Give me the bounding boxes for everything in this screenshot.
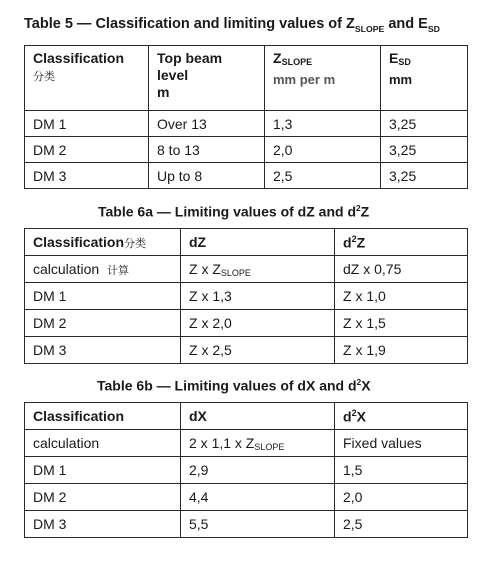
table-cell: Z x 1,3	[181, 283, 335, 310]
table6a-caption-sup: 2	[356, 203, 361, 213]
table6b-header-row	[25, 403, 468, 430]
table6b-header-classification: Classification	[25, 403, 181, 430]
table-cell: 8 to 13	[149, 137, 265, 163]
table-cell: Z x 1,0	[335, 283, 468, 310]
table-cell: DM 2	[25, 137, 149, 163]
table6a-caption-tail: Z	[360, 203, 370, 220]
table-cell: 2,0	[265, 137, 381, 163]
table-cell: 2,9	[181, 457, 335, 484]
table5-header-esd	[381, 46, 468, 111]
calc-label-cn: 计算	[107, 263, 130, 277]
table-cell: DM 1	[25, 283, 181, 310]
calc-formula: Z x Z	[189, 260, 221, 277]
table-cell: Over 13	[149, 111, 265, 137]
header-line2: level	[157, 67, 189, 83]
table-cell: 5,5	[181, 511, 335, 538]
table5	[24, 45, 468, 189]
table6a-header-dz: dZ	[181, 229, 335, 256]
calc-formula-sub: SLOPE	[220, 267, 251, 278]
table6a-header-d2z	[335, 229, 468, 256]
table6a-caption-text: Table 6a — Limiting values of dZ and d	[98, 203, 356, 220]
calc-label: calculation	[33, 260, 100, 277]
table-row	[25, 337, 468, 364]
table5-header-row	[25, 46, 468, 111]
table6b-caption-text: Table 6b — Limiting values of dX and d	[97, 377, 357, 394]
table5-caption-mid: and E	[384, 16, 428, 32]
table-cell: Z x 1,9	[335, 337, 468, 364]
table5-caption-sub-sd: SD	[427, 23, 440, 34]
header-main: E	[389, 50, 399, 66]
table-row	[25, 283, 468, 310]
header-pre: d	[343, 408, 352, 425]
table-cell	[181, 256, 335, 283]
table6a-caption	[98, 203, 369, 220]
table-cell: DM 3	[25, 511, 181, 538]
table-cell: 3,25	[381, 163, 468, 189]
table6b-caption-sup: 2	[356, 377, 362, 387]
table-row	[25, 111, 468, 137]
table-row	[25, 457, 468, 484]
table-row	[25, 137, 468, 163]
calc-formula-sub: SLOPE	[254, 441, 285, 452]
table-cell: Fixed values	[335, 430, 468, 457]
table-cell	[181, 430, 335, 457]
table-row	[25, 310, 468, 337]
header-pre: d	[343, 234, 352, 251]
table5-header-zslope	[265, 46, 381, 111]
table-cell	[25, 256, 181, 283]
table-cell: 1,5	[335, 457, 468, 484]
table-cell: DM 2	[25, 484, 181, 511]
calc-formula: 2 x 1,1 x Z	[189, 434, 255, 451]
header-label-cn: 分类	[124, 236, 147, 250]
table6b-header-dx: dX	[181, 403, 335, 430]
table-cell: DM 3	[25, 337, 181, 364]
table-cell: 1,3	[265, 111, 381, 137]
table5-caption-text: Table 5 — Classification and limiting values of Z	[24, 16, 355, 32]
table6b-calc-row	[25, 430, 468, 457]
table-cell: DM 1	[25, 111, 149, 137]
table5-header-top-beam-level	[149, 46, 265, 111]
table-cell: 2,0	[335, 484, 468, 511]
header-unit: mm per m	[273, 72, 336, 87]
header-line1: Top beam	[157, 50, 223, 66]
table6a-calc-row	[25, 256, 468, 283]
table6b	[24, 402, 468, 538]
table6b-caption	[97, 377, 371, 394]
table6a-header-row	[25, 229, 468, 256]
table6a-header-classification	[25, 229, 181, 256]
header-post: X	[356, 408, 366, 425]
table-cell: dZ x 0,75	[335, 256, 468, 283]
table5-header-classification	[25, 46, 149, 111]
table6b-caption-tail: X	[361, 377, 371, 394]
header-line3: m	[157, 84, 170, 100]
table-cell: calculation	[25, 430, 181, 457]
header-sup: 2	[351, 407, 357, 418]
table-row	[25, 484, 468, 511]
table6b-header-d2x	[335, 403, 468, 430]
table-cell: Z x 1,5	[335, 310, 468, 337]
table-row	[25, 511, 468, 538]
table-cell: Z x 2,5	[181, 337, 335, 364]
header-post: Z	[356, 234, 366, 251]
table-cell: 3,25	[381, 137, 468, 163]
table6a	[24, 228, 468, 364]
table-cell: Up to 8	[149, 163, 265, 189]
table-row	[25, 163, 468, 189]
header-label: Classification	[33, 233, 125, 250]
table-cell: DM 1	[25, 457, 181, 484]
table5-caption	[24, 16, 440, 34]
table-cell: DM 3	[25, 163, 149, 189]
table-cell: DM 2	[25, 310, 181, 337]
header-unit: mm	[389, 72, 413, 87]
table-cell: 3,25	[381, 111, 468, 137]
table-cell: 2,5	[335, 511, 468, 538]
table-cell: Z x 2,0	[181, 310, 335, 337]
header-sub: SLOPE	[281, 57, 313, 67]
table5-caption-sub-slope: SLOPE	[354, 23, 385, 34]
header-sup: 2	[351, 233, 357, 244]
table-cell: 4,4	[181, 484, 335, 511]
header-main: Z	[273, 50, 282, 66]
header-label-cn: 分类	[33, 70, 55, 83]
header-sub: SD	[398, 57, 411, 67]
header-label: Classification	[33, 50, 125, 66]
table-cell: 2,5	[265, 163, 381, 189]
